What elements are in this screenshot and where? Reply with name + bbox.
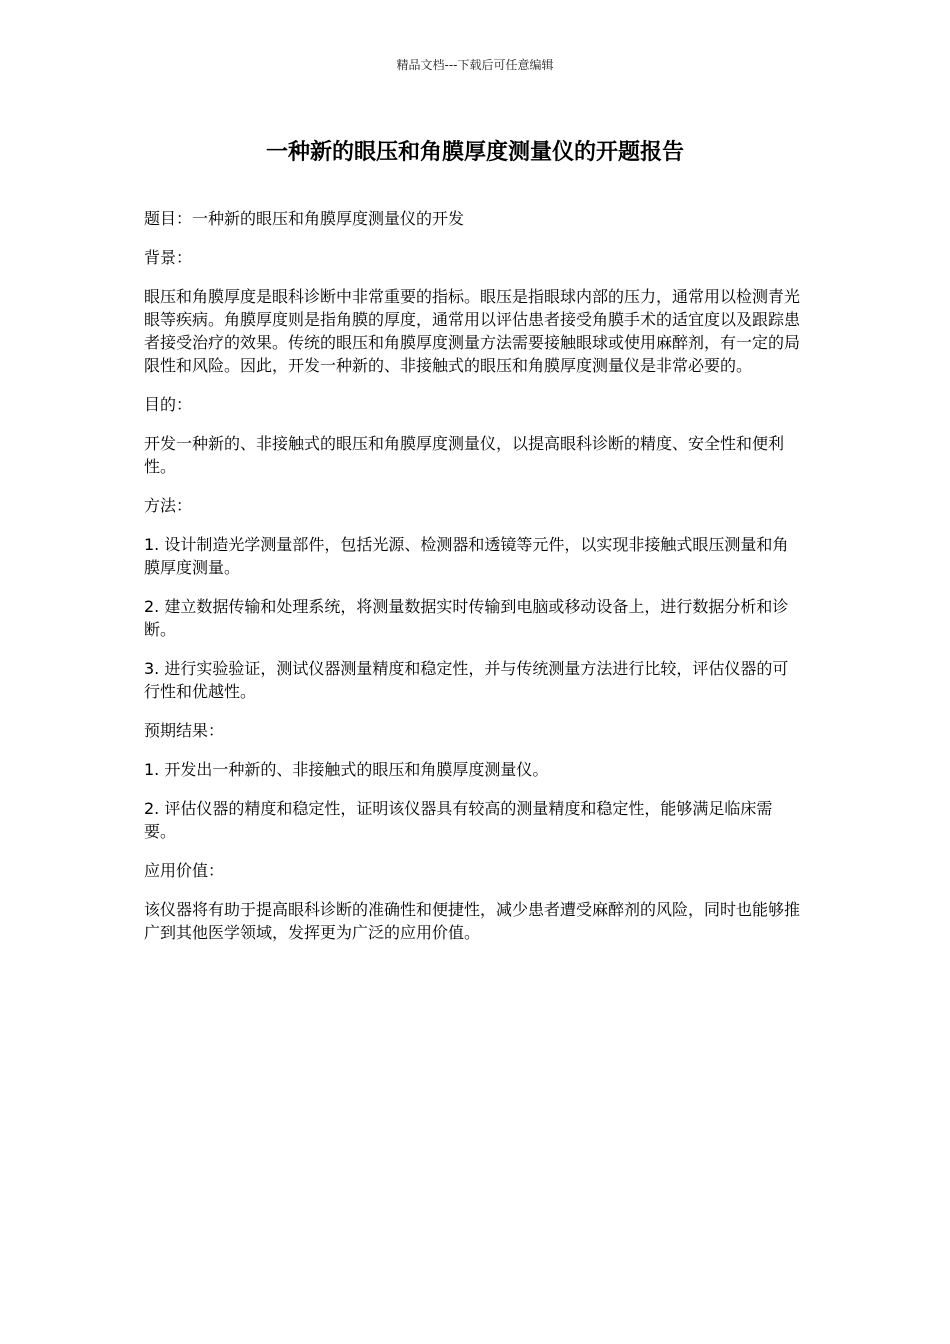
topic-line: 题目：一种新的眼压和角膜厚度测量仪的开发 xyxy=(144,209,465,228)
background-paragraph: 眼压和角膜厚度是眼科诊断中非常重要的指标。眼压是指眼球内部的压力，通常用以检测青光眼等疾病。角膜厚度则是指角膜的厚度，通常用以评估患者接受角膜手术的适宜度以及跟踪患者接受治疗的效果。传统的眼压和角膜厚度测量方法需要接触眼球或使用麻醉剂，有一定的局限性和风险。因此，开发一种新的、非接触式的眼压和角膜厚度测量仪是非常必要的。 xyxy=(144,287,801,375)
application-value-heading: 应用价值： xyxy=(144,861,225,880)
method-item-1: 1. 设计制造光学测量部件，包括光源、检测器和透镜等元件，以实现非接触式眼压测量和角膜厚度测量。 xyxy=(144,535,789,577)
method-item-3: 3. 进行实验验证，测试仪器测量精度和稳定性，并与传统测量方法进行比较，评估仪器的可行性和优越性。 xyxy=(144,659,789,701)
expected-result-item-2: 2. 评估仪器的精度和稳定性，证明该仪器具有较高的测量精度和稳定性，能够满足临床需要。 xyxy=(144,799,773,841)
methods-heading: 方法： xyxy=(144,496,193,515)
background-heading: 背景： xyxy=(144,248,193,267)
document-title: 一种新的眼压和角膜厚度测量仪的开题报告 xyxy=(265,140,684,165)
expected-result-item-1: 1. 开发出一种新的、非接触式的眼压和角膜厚度测量仪。 xyxy=(144,760,549,779)
application-value-paragraph: 该仪器将有助于提高眼科诊断的准确性和便捷性，减少患者遭受麻醉剂的风险，同时也能够推广到其他医学领域，发挥更为广泛的应用价值。 xyxy=(144,900,801,942)
purpose-heading: 目的： xyxy=(144,395,193,414)
expected-results-heading: 预期结果： xyxy=(144,721,225,740)
header-note: 精品文档---下载后可任意编辑 xyxy=(396,58,554,72)
document-body xyxy=(144,207,800,960)
purpose-paragraph: 开发一种新的、非接触式的眼压和角膜厚度测量仪，以提高眼科诊断的精度、安全性和便利性。 xyxy=(144,434,785,476)
method-item-2: 2. 建立数据传输和处理系统，将测量数据实时传输到电脑或移动设备上，进行数据分析和诊断。 xyxy=(144,597,789,639)
